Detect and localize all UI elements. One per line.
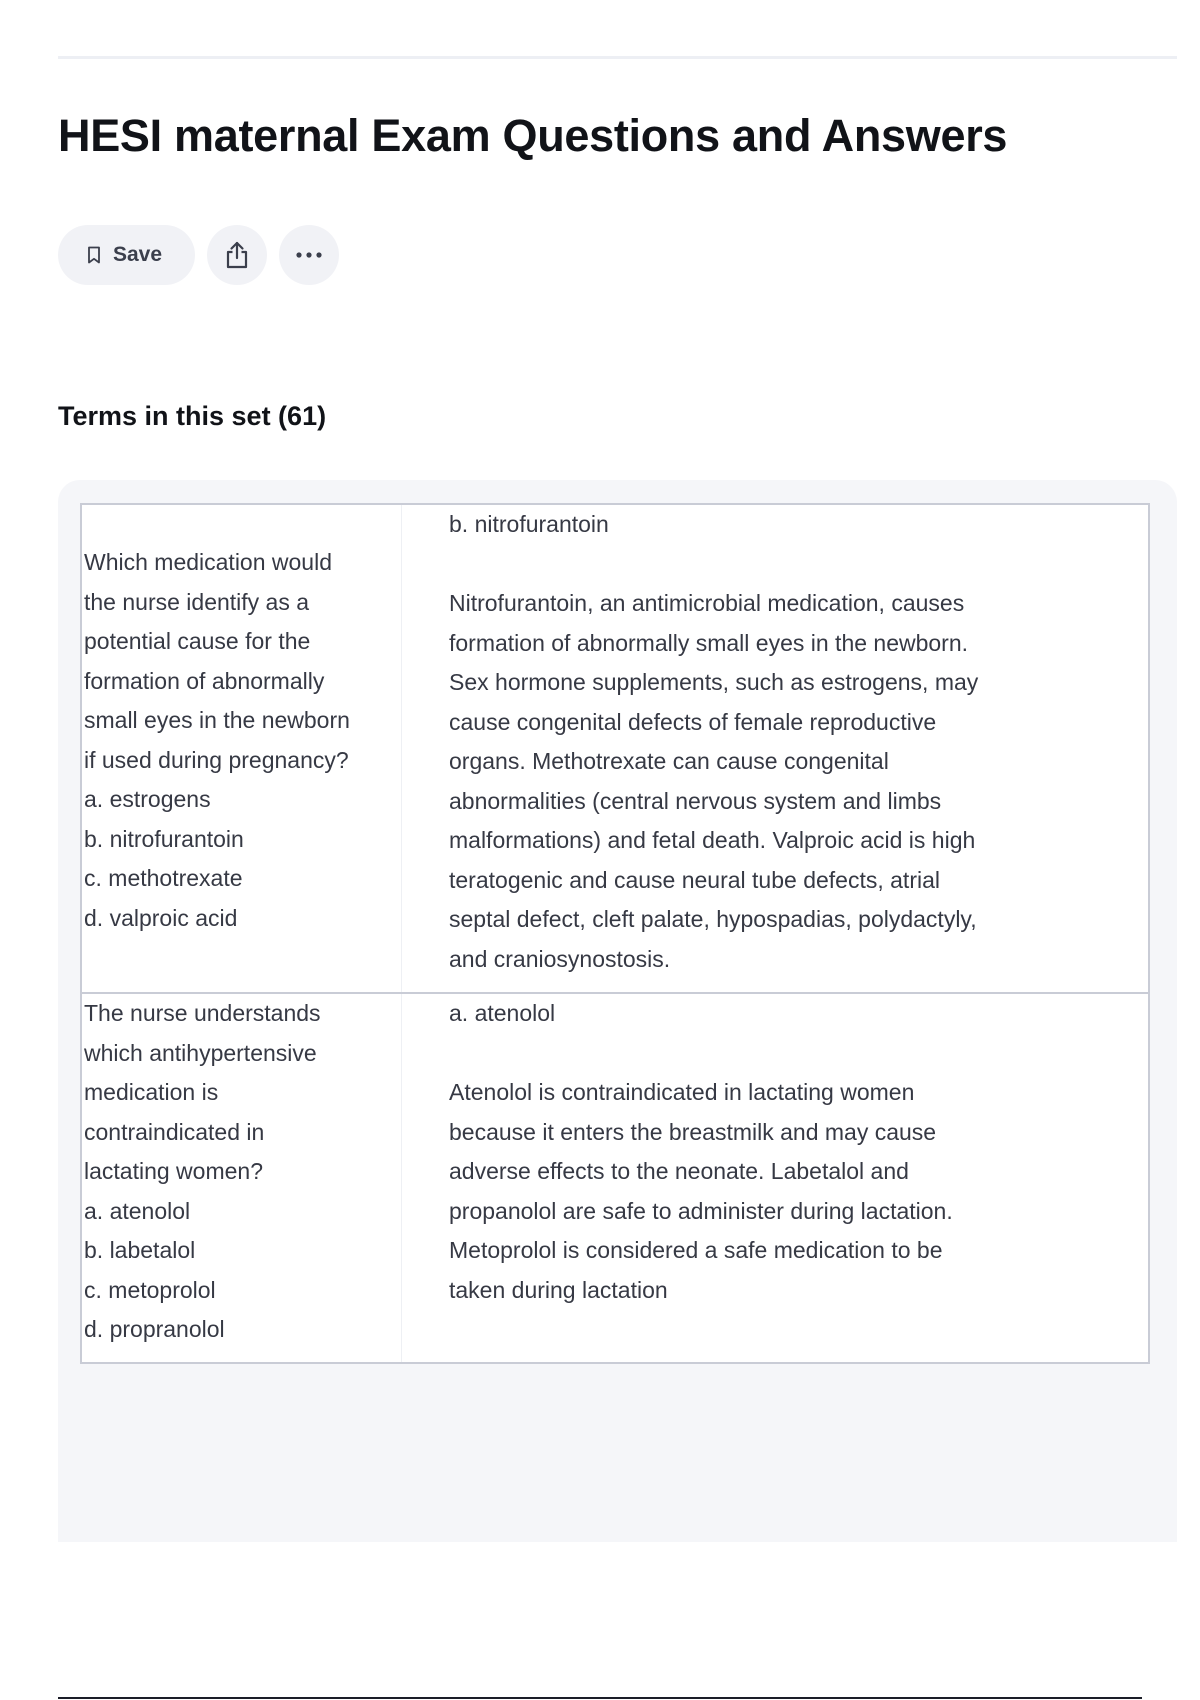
answer-line: cause congenital defects of female reproductive <box>449 708 937 735</box>
question-line: The nurse understands <box>84 1000 321 1026</box>
question-line: contraindicated in <box>84 1118 265 1145</box>
question-option: c. metoprolol <box>84 1276 216 1303</box>
question-line: formation of abnormally <box>84 667 325 694</box>
term-answer <box>402 505 1148 992</box>
term-answer <box>402 994 1148 1362</box>
save-button[interactable] <box>58 225 195 285</box>
answer-line: septal defect, cleft palate, hypospadias, polydactyly, <box>449 906 977 932</box>
page-title: HESI maternal Exam Questions and Answers <box>58 110 1008 161</box>
answer-line: taken during lactation <box>449 1276 668 1303</box>
question-line: potential cause for the <box>84 628 311 654</box>
question-line: Which medication would <box>84 549 333 575</box>
question-option: c. methotrexate <box>84 865 243 891</box>
term-question <box>82 505 402 992</box>
question-line: small eyes in the newborn <box>84 707 350 733</box>
answer-line: teratogenic and cause neural tube defects, atrial <box>449 866 940 893</box>
term-card <box>82 992 1148 1362</box>
save-button-label: Save <box>112 243 163 266</box>
answer-line: adverse effects to the neonate. Labetalol and <box>449 1158 909 1184</box>
answer-line: and craniosynostosis. <box>449 945 671 972</box>
question-line: medication is <box>84 1079 219 1105</box>
share-button[interactable] <box>207 225 267 285</box>
answer-title: b. nitrofurantoin <box>449 511 609 537</box>
bottom-divider <box>58 1697 1142 1699</box>
answer-spacer <box>449 1034 1128 1074</box>
question-line: the nurse identify as a <box>84 588 310 615</box>
question-line: if used during pregnancy? <box>84 746 349 773</box>
more-horizontal-icon <box>294 251 324 259</box>
more-options-button[interactable] <box>279 225 339 285</box>
answer-line: formation of abnormally small eyes in the newborn. <box>449 629 969 656</box>
question-line: lactating women? <box>84 1158 263 1184</box>
answer-line: Metoprolol is considered a safe medication to be <box>449 1237 943 1263</box>
question-line: which antihypertensive <box>84 1039 317 1066</box>
question-option: b. nitrofurantoin <box>84 825 244 852</box>
answer-line: malformations) and fetal death. Valproic acid is high <box>449 827 976 853</box>
bookmark-icon <box>87 246 101 264</box>
term-question <box>82 994 402 1362</box>
question-option: a. estrogens <box>84 786 211 812</box>
answer-line: abnormalities (central nervous system and limbs <box>449 787 942 814</box>
question-option: a. atenolol <box>84 1197 191 1224</box>
question-option: b. labetalol <box>84 1237 196 1263</box>
share-icon <box>223 240 251 270</box>
answer-spacer <box>449 545 1128 585</box>
terms-table <box>80 503 1150 1364</box>
answer-line: because it enters the breastmilk and may cause <box>449 1118 937 1145</box>
terms-panel <box>58 480 1177 1542</box>
terms-heading: Terms in this set (61) <box>58 401 327 431</box>
answer-title: a. atenolol <box>449 1000 556 1026</box>
answer-line: Atenolol is contraindicated in lactating women <box>449 1079 915 1105</box>
answer-line: Nitrofurantoin, an antimicrobial medication, causes <box>449 590 965 616</box>
answer-line: Sex hormone supplements, such as estrogens, may <box>449 669 979 695</box>
question-option: d. propranolol <box>84 1316 225 1342</box>
answer-line: organs. Methotrexate can cause congenital <box>449 748 889 774</box>
top-divider <box>58 56 1177 59</box>
term-card <box>82 505 1148 992</box>
question-option: d. valproic acid <box>84 904 238 931</box>
answer-line: propanolol are safe to administer during lactation. <box>449 1197 953 1224</box>
action-bar <box>58 225 339 285</box>
